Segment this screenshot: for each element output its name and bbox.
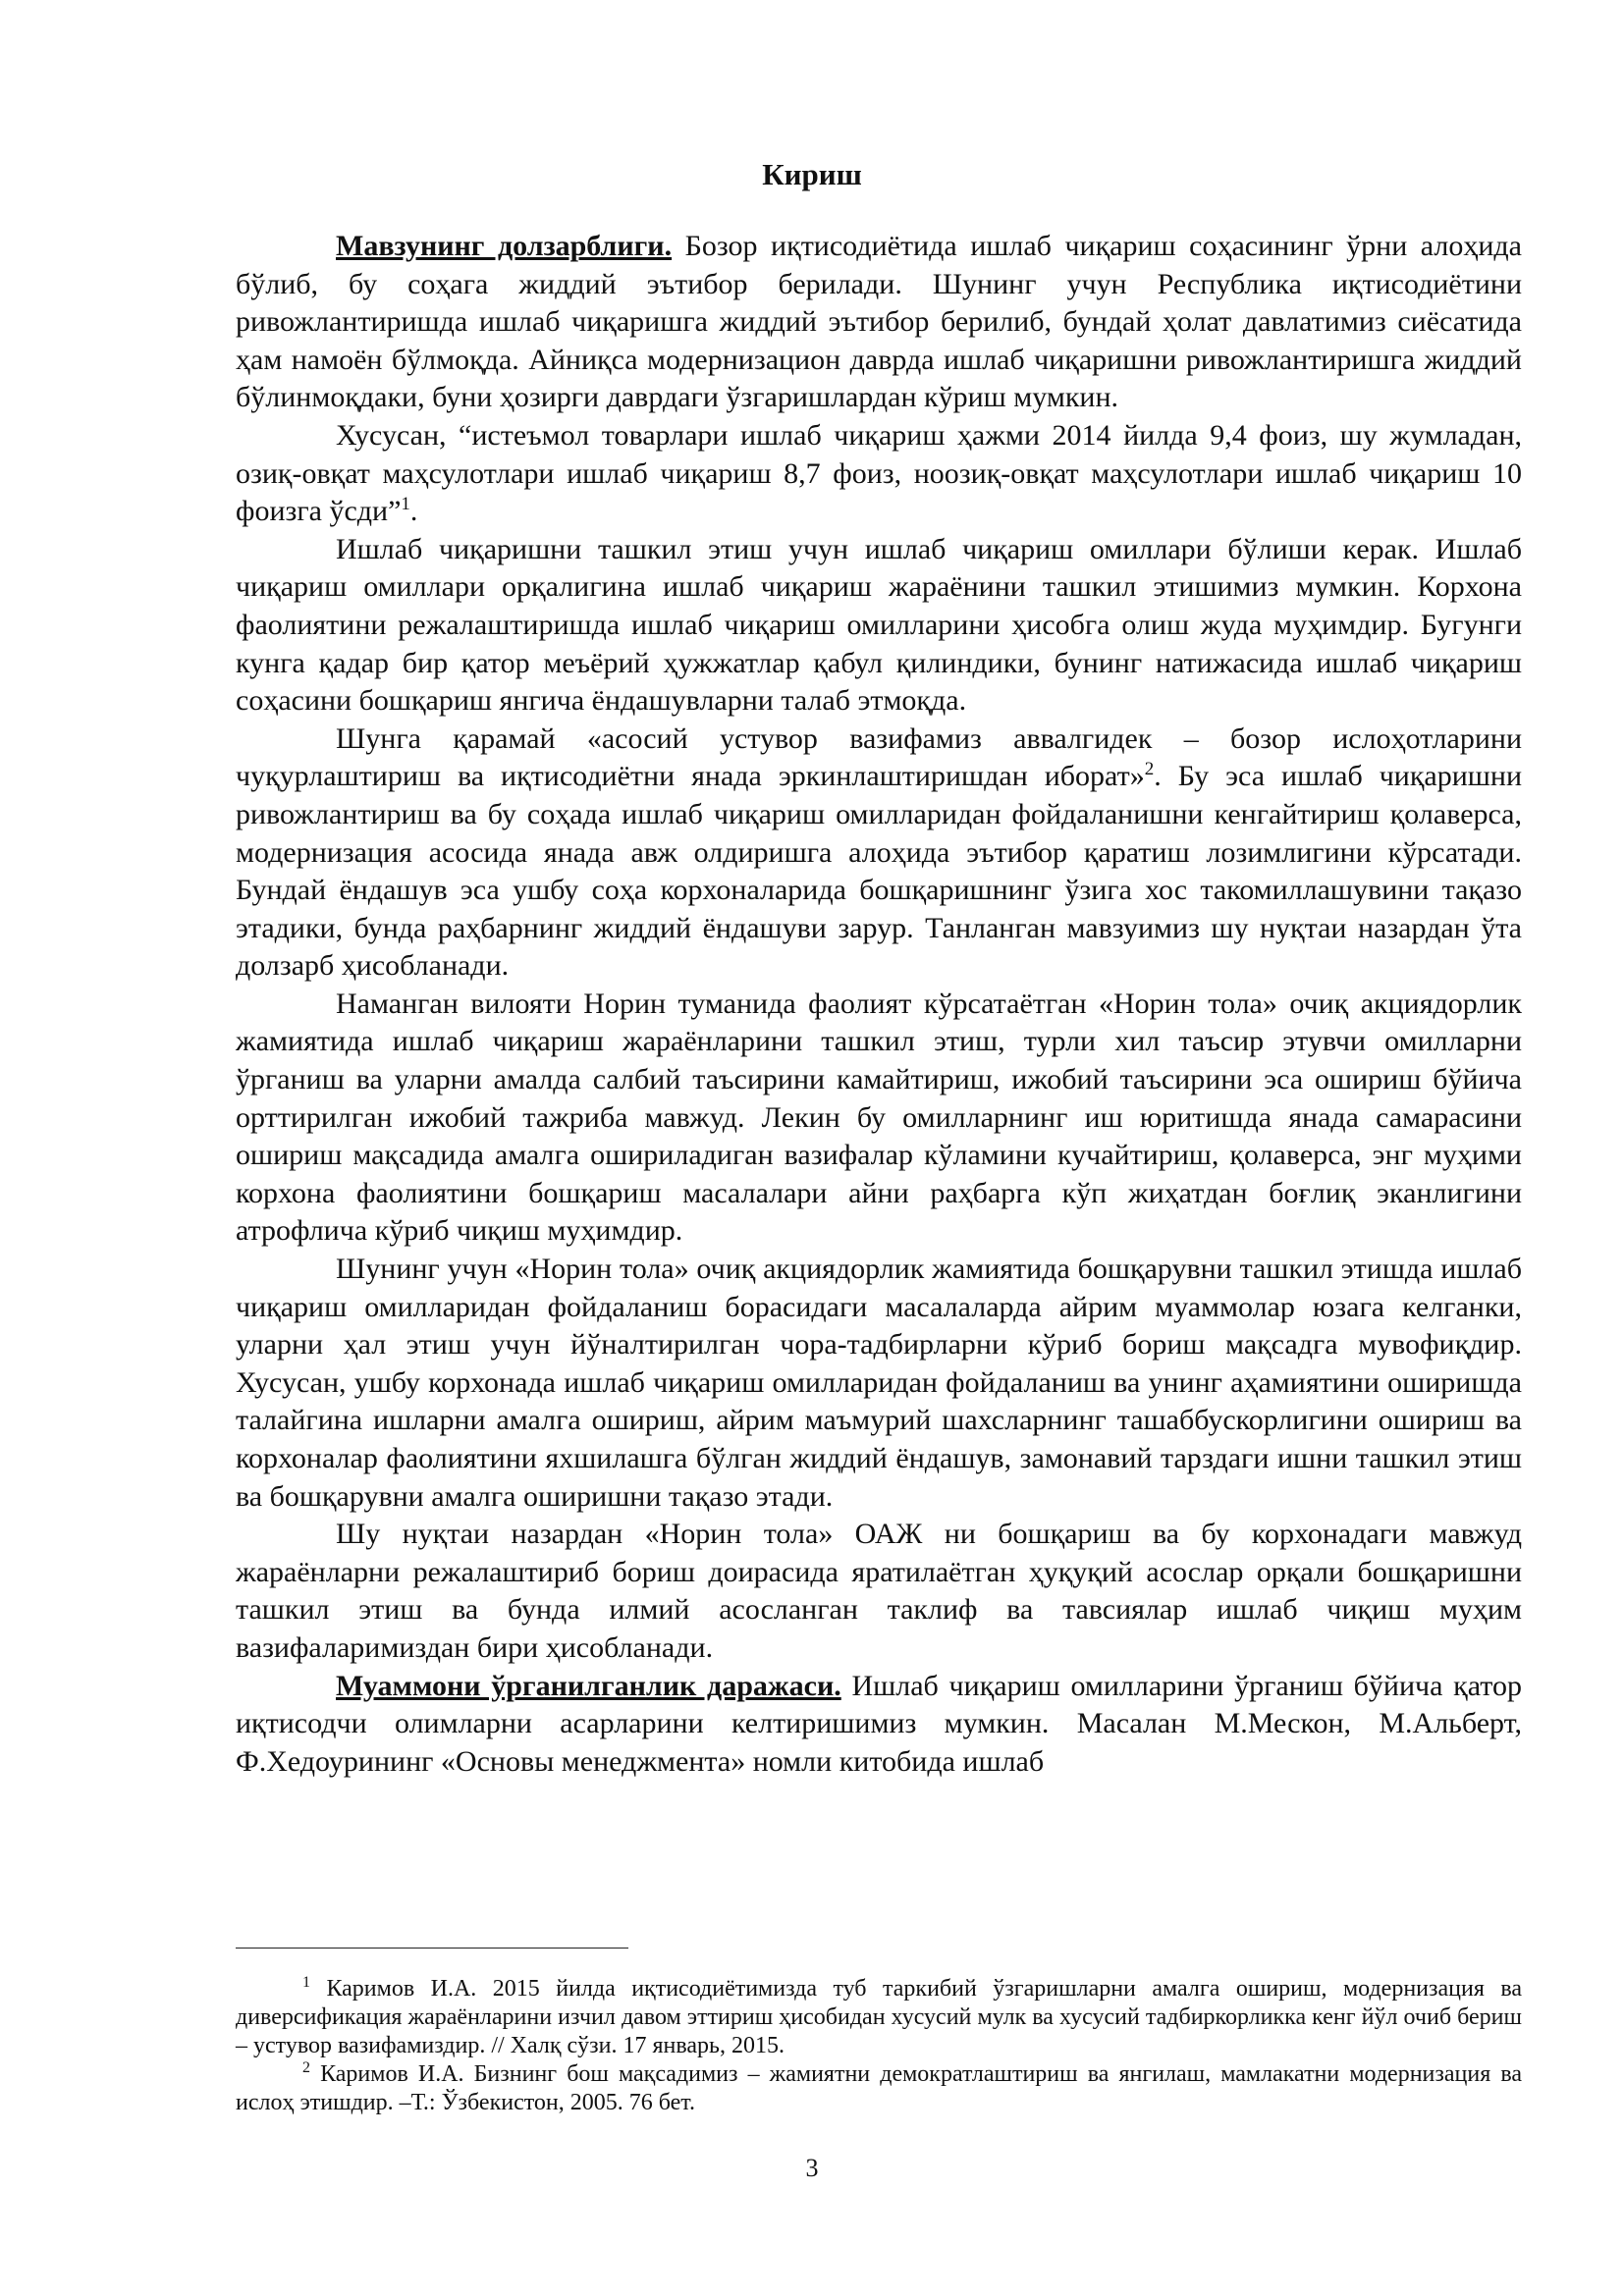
paragraph-legal-basis (236, 1516, 1522, 1667)
paragraph-text-tail: . Бу эса ишлаб чиқаришни ривожлантириш ва бу соҳада ишлаб чиқариш омилларидан фойдаланишни кенгайтириш қолаверса, модернизация асосида янада авж олдиришга алоҳида эътибор қаратиш лозимлигини кўрсатади. Бундай ёндашув эса ушбу соҳа корхоналарида бошқаришнинг ўзига хос такомиллашувини тақазо этадики, бунда раҳбарнинг жиддий ёндашуви зарур. Танланган мавзуимиз шу нуқтаи назардан ўта долзарб ҳисобланади. (236, 760, 1522, 983)
paragraph-text: Наманган вилояти Норин туманида фаолият кўрсатаётган «Норин тола» очиқ акциядорлик жамиятида ишлаб чиқариш жараёнларини ташкил этиш, турли хил таъсир этувчи омилларни ўрганиш ва уларни амалда салбий таъсирини камайтириш, ижобий таъсирини эса ошириш бўйича орттирилган ижобий тажриба мавжуд. Лекин бу омилларнинг иш юритишда янада самарасини ошириш мақсадида амалга ошириладиган вазифалар кўламини кучайтириш, қолаверса, энг муҳими корхона фаолиятини бошқариш масалалари айни раҳбарга кўп жиҳатдан боғлиқ эканлигини атрофлича кўриб чиқиш муҳимдир. (236, 987, 1522, 1248)
section-heading-study-level: Муаммони ўрганилганлик даражаси. (336, 1669, 841, 1702)
body-text (236, 228, 1522, 1781)
paragraph-consumer-goods (236, 417, 1522, 531)
paragraph-text: Бозор иқтисодиётида ишлаб чиқариш соҳасининг ўрни алоҳида бўлиб, бу соҳага жиддий эътибор берилади. Шунинг учун Республика иқтисодиётини ривожлантиришда ишлаб чиқаришга жиддий эътибор берилиб, бундай ҳолат давлатимиз сиёсатида ҳам намоён бўлмоқда. Айниқса модернизацион даврда ишлаб чиқаришни ривожлантиришга жиддий бўлинмоқдаки, буни ҳозирги даврдаги ўзгаришлардан кўриш мумкин. (236, 230, 1522, 414)
paragraph-text-tail: . (409, 495, 418, 528)
footnotes (236, 1975, 1522, 2117)
paragraph-relevance (236, 228, 1522, 417)
paragraph-priority-task (236, 721, 1522, 986)
paragraph-text: Шунга қарамай «асосий устувор вазифамиз аввалгидек – бозор ислоҳотларини чуқурлаштириш ва иқтисодиётни янада эркинлаштиришдан иборат» (236, 721, 1522, 793)
footnote-1 (236, 1975, 1522, 2060)
footnote-ref-1[interactable]: 1 (401, 494, 410, 515)
footnote-separator (236, 1948, 628, 1949)
paragraph-text: Шунинг учун «Норин тола» очиқ акциядорлик жамиятида бошқарувни ташкил этишда ишлаб чиқариш омилларидан фойдаланиш борасидаги масалаларда айрим муаммолар юзага келганки, уларни ҳал этиш учун йўналтирилган чора-тадбирларни кўриб бориш мақсадга мувофиқдир. Хусусан, ушбу корхонада ишлаб чиқариш омилларидан фойдаланиш ва унинг аҳамиятини оширишда талайгина ишларни амалга ошириш, айрим маъмурий шахсларнинг ташаббускорлигини ошириш ва корхоналар фаолиятини яхшилашга бўлган жиддий ёндашув, замонавий тарздаги ишни ташкил этиш ва бошқарувни амалга оширишни тақазо этади. (236, 1253, 1522, 1513)
footnote-mark-1: 1 (302, 1974, 310, 1991)
paragraph-text: Шу нуқтаи назардан «Норин тола» ОАЖ ни бошқариш ва бу корхонадаги мавжуд жараёнларни режалаштириб бориш доирасида яратилаётган ҳуқуқий асослар орқали бошқаришни ташкил этиш ва бунда илмий асосланган таклиф ва тавсиялар ишлаб чиқиш муҳим вазифаларимиздан бири ҳисобланади. (236, 1518, 1522, 1664)
paragraph-norin-tola (236, 1251, 1522, 1516)
paragraph-text: Ишлаб чиқариш омилларини ўрганиш бўйича қатор иқтисодчи олимларни асарларини келтиришимиз мумкин. Масалан М.Мескон, М.Альберт, Ф.Хедоурининг «Основы менеджмента» номли китобида ишлаб (236, 1669, 1522, 1778)
footnote-text: Каримов И.А. Бизнинг бош мақсадимиз – жамиятни демократлаштириш ва янгилаш, мамлакатни модернизация ва ислоҳ этишдир. –Т.: Ўзбекистон, 2005. 76 бет. (236, 2061, 1522, 2115)
paragraph-namangan (236, 986, 1522, 1251)
footnote-2 (236, 2060, 1522, 2117)
footnote-mark-2: 2 (302, 2059, 310, 2076)
paragraph-production-factors (236, 531, 1522, 721)
page-title: Кириш (762, 157, 862, 191)
paragraph-study-level (236, 1668, 1522, 1782)
paragraph-text: Ишлаб чиқаришни ташкил этиш учун ишлаб чиқариш омиллари бўлиши керак. Ишлаб чиқариш омиллари орқалигина ишлаб чиқариш жараёнини ташкил этишимиз мумкин. Корхона фаолиятини режалаштиришда ишлаб чиқариш омилларини ҳисобга олиш жуда муҳимдир. Бугунги кунга қадар бир қатор меъёрий ҳужжатлар қабул қилиндики, бунинг натижасида ишлаб чиқариш соҳасини бошқариш янгича ёндашувларни талаб этмоқда. (236, 532, 1522, 718)
section-heading-relevance: Мавзунинг долзарблиги. (336, 230, 673, 262)
page-number: 3 (805, 2154, 819, 2182)
footnote-ref-2[interactable]: 2 (1144, 759, 1155, 780)
paragraph-text: Хусусан, “истеъмол товарлари ишлаб чиқариш ҳажми 2014 йилда 9,4 фоиз, шу жумладан, озиқ-овқат маҳсулотлари ишлаб чиқариш 8,7 фоиз, ноозиқ-овқат маҳсулотлари ишлаб чиқариш 10 фоизга ўсди” (236, 418, 1522, 528)
footnote-text: Каримов И.А. 2015 йилда иқтисодиётимизда туб таркибий ўзгаришларни амалга ошириш, модернизация ва диверсификация жараёнларини изчил давом эттириш ҳисобидан хусусий мулк ва хусусий тадбиркорликка кенг йўл очиб бериш – устувор вазифамиздир. // Халқ сўзи. 17 январь, 2015. (236, 1976, 1522, 2058)
